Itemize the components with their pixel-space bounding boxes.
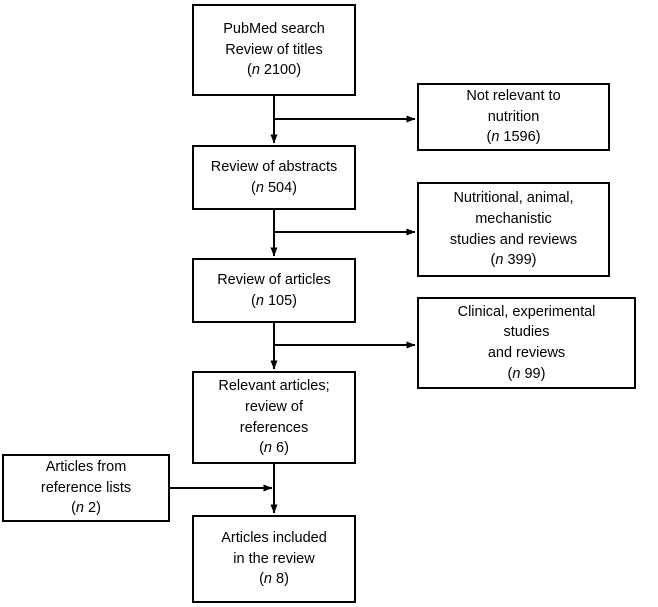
n-value: 99 <box>524 365 541 382</box>
n-label: n <box>263 571 272 588</box>
node-line: mechanistic <box>475 210 552 227</box>
node-count: (n 6) <box>259 440 289 457</box>
node-line: references <box>239 419 309 436</box>
node-line: PubMed search <box>223 21 325 38</box>
node-review-abstracts <box>192 145 356 210</box>
node-line: Articles included <box>221 530 327 547</box>
node-line: Review of articles <box>217 271 331 288</box>
node-line: studies and reviews <box>449 231 578 248</box>
node-count: (n 105) <box>251 292 297 309</box>
node-count: (n 2) <box>71 500 101 517</box>
node-articles-from-reference-lists <box>2 454 170 522</box>
node-line: nutrition <box>487 108 540 125</box>
n-label: n <box>512 365 521 382</box>
n-label: n <box>491 129 500 146</box>
n-label: n <box>251 62 260 79</box>
node-line: Nutritional, animal, <box>453 190 574 207</box>
node-count: (n 8) <box>259 571 289 588</box>
n-label: n <box>75 500 84 517</box>
node-count: (n 2100) <box>246 62 302 79</box>
n-value: 2100 <box>263 62 297 79</box>
n-value: 504 <box>267 179 293 196</box>
n-value: 105 <box>267 292 293 309</box>
node-line: Relevant articles; <box>218 378 330 395</box>
n-value: 8 <box>276 571 285 588</box>
n-value: 2 <box>88 500 97 517</box>
node-count: (n 504) <box>251 179 297 196</box>
node-count: (n 399) <box>490 252 537 269</box>
node-clinical-experimental <box>417 297 636 389</box>
node-articles-included <box>192 515 356 603</box>
node-line: Not relevant to <box>466 88 561 105</box>
node-line: studies <box>503 324 550 341</box>
n-label: n <box>255 179 264 196</box>
n-label: n <box>495 252 504 269</box>
node-count: (n 99) <box>507 365 546 382</box>
node-line: Articles from <box>45 459 127 476</box>
node-line: in the review <box>233 550 315 567</box>
node-review-articles <box>192 258 356 323</box>
node-count: (n 1596) <box>486 129 541 146</box>
node-pubmed-search <box>192 4 356 96</box>
node-line: reference lists <box>40 479 132 496</box>
n-value: 6 <box>276 440 285 457</box>
node-relevant-articles <box>192 371 356 464</box>
node-line: review of <box>244 398 304 415</box>
node-not-relevant <box>417 83 610 151</box>
node-line: Review of titles <box>225 41 323 58</box>
node-line: and reviews <box>487 345 566 361</box>
n-value: 399 <box>507 252 532 269</box>
n-label: n <box>263 440 272 457</box>
node-line: Clinical, experimental <box>457 303 596 320</box>
n-label: n <box>255 292 264 309</box>
node-line: Review of abstracts <box>210 158 338 175</box>
n-value: 1596 <box>503 129 536 146</box>
node-nutritional-animal <box>417 182 610 277</box>
